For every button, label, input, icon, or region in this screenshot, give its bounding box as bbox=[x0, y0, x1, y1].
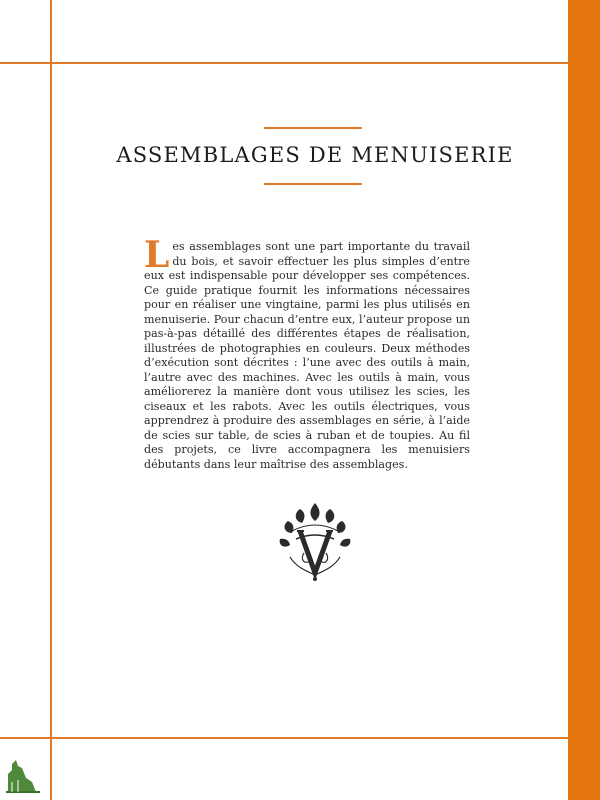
frame-line-bottom bbox=[0, 737, 568, 739]
castle-logo-icon bbox=[2, 752, 42, 796]
floral-monogram-icon bbox=[270, 495, 360, 585]
frame-line-left bbox=[50, 0, 52, 800]
page-title: ASSEMBLAGES DE MENUISERIE bbox=[116, 143, 514, 167]
orange-side-bar bbox=[568, 0, 600, 800]
title-rule-top bbox=[264, 127, 362, 129]
body-paragraph bbox=[144, 234, 470, 472]
drop-cap: L bbox=[144, 234, 170, 276]
paragraph-text: es assemblages sont une part importante du travail du bois, et savoir effectuer les plus simples d’entre eux est indispensable pour développer ses compétences. Ce guide pratique fournit les informations nécessaires pour en réaliser une vingtaine, parmi les plus utilisés en menuiserie. Pour chacun d’entre eux, l’auteur propose un pas-à-pas détaillé des différentes étapes de réalisation, illustrées de photographies en couleurs. Deux méthodes d’exécution sont décrites : l’une avec des outils à main, l’autre avec des machines. Avec les outils à main, vous améliorerez la manière dont vous utilisez les scies, les ciseaux et les rabots. Avec les outils électriques, vous apprendrez à produire des assemblages en série, à l’aide de scies sur table, de scies à ruban et de toupies. Au fil des projets, ce livre accompagnera les menuisiers débutants dans leur maîtrise des assemblages. bbox=[144, 240, 470, 471]
frame-line-top bbox=[0, 62, 568, 64]
title-rule-bottom bbox=[264, 183, 362, 185]
